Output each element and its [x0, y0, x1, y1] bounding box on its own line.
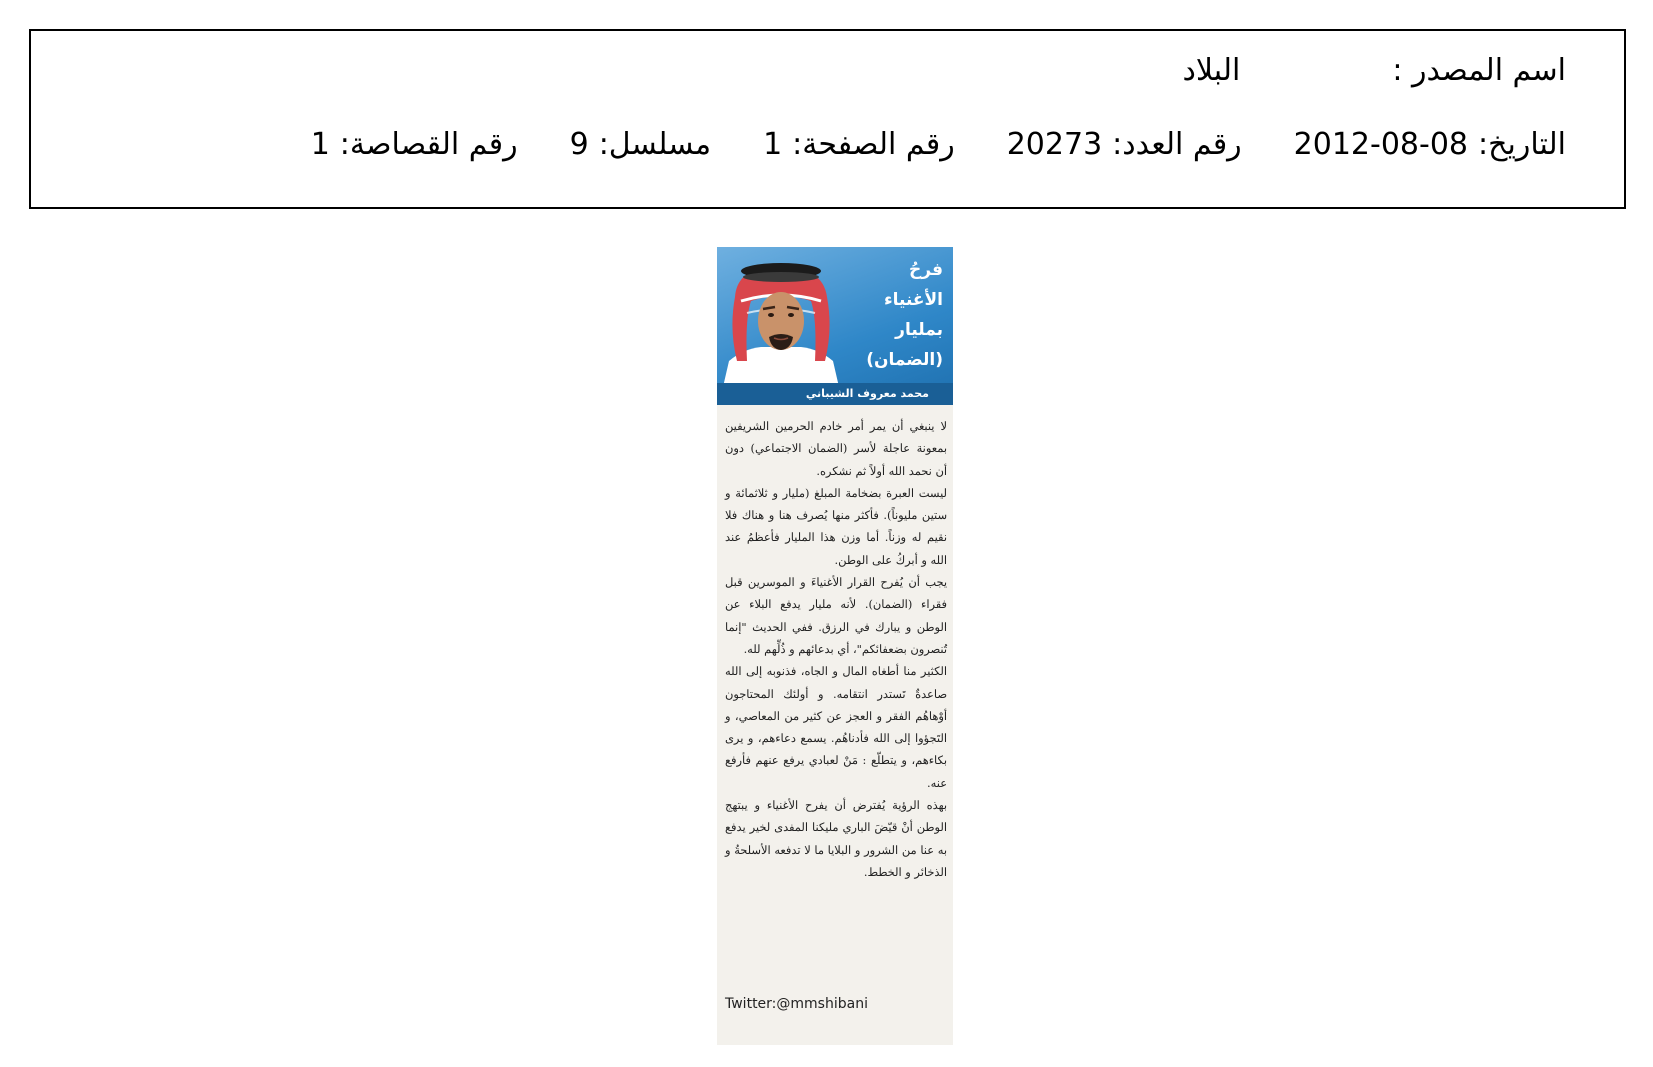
serial-field: [570, 127, 711, 162]
serial-value: 9: [569, 127, 589, 162]
page-value: 1: [763, 127, 783, 162]
article-paragraph: بهذه الرؤية يُفترض أن يفرح الأغنياء و يبتهج الوطن أنْ قيّضَ الباري مليكنا المفدى لخير يدفع به عنا من الشرور و البلايا ما لا تدفعه الأسلحةُ و الذخائر و الخطط.: [725, 798, 947, 879]
source-label: اسم المصدر :: [1392, 53, 1566, 88]
headline-line: (الضمان): [866, 350, 943, 370]
serial-label: مسلسل:: [598, 127, 712, 162]
page-label: رقم الصفحة:: [792, 127, 955, 162]
article-paragraph: يجب أن يُفرح القرار الأغنياءَ و الموسرين قبل فقراء (الضمان). لأنه مليار يدفع البلاء عن الوطن و يبارك في الرزق. ففي الحديث "إنما تُنصرون بضعفائكم"، أي بدعائهم و ذُلِّهم لله.: [725, 575, 947, 656]
issue-label: رقم العدد:: [1112, 127, 1242, 162]
date-value: 2012-08-08: [1293, 127, 1469, 162]
author-portrait: [721, 249, 841, 387]
article-body: [725, 415, 947, 883]
date-field: [1294, 127, 1566, 162]
column-banner: [717, 247, 953, 405]
clip-value: 1: [310, 127, 330, 162]
article-paragraph: ليست العبرة بضخامة المبلغ (مليار و ثلاثمائة و ستين مليوناً). فأكثر منها يُصرف هنا و هناك فلا نقيم له وزناً. أما وزن هذا المليار فأعظمُ عند الله و أبركُ على الوطن.: [725, 485, 947, 567]
headline-line: الأغنياء: [883, 290, 943, 310]
clip-field: [311, 127, 518, 162]
article-paragraph: الكثير منا أطغاه المال و الجاه، فذنوبه إلى الله صاعدةٌ تَستدر انتقامه. و أولئك المحتاجون أوْهاهُم الفقر و العجز عن كثير من المعاصي، و التَجؤوا إلى الله فأدناهُم. يسمع دعاءهم، و يرى بكاءهم، و يتطلّع : مَنْ لعبادي يرفع عنهم فأرفع عنه.: [725, 664, 947, 790]
page-field: [763, 127, 955, 162]
column-headline: [843, 255, 943, 375]
issue-value: 20273: [1006, 127, 1103, 162]
clip-label: رقم القصاصة:: [339, 127, 518, 162]
article-paragraph: لا ينبغي أن يمر أمر خادم الحرمين الشريفين بمعونة عاجلة لأسر (الضمان الاجتماعي) دون أن نحمد الله أولاً ثم نشكره.: [725, 419, 947, 478]
source-info-box: [29, 29, 1626, 209]
source-row: [1183, 53, 1566, 88]
headline-line: بمليار: [895, 320, 943, 340]
newspaper-clipping: [717, 247, 953, 1045]
date-label: التاريخ:: [1478, 127, 1566, 162]
meta-row: [311, 127, 1566, 162]
source-value: البلاد: [1182, 53, 1241, 88]
issue-field: [1007, 127, 1242, 162]
headline-line: فرحُ: [909, 260, 943, 280]
author-name: محمد معروف الشيباني: [717, 383, 953, 405]
twitter-handle: Twitter:@mmshibani: [725, 996, 868, 1012]
source-field: [1183, 53, 1566, 88]
